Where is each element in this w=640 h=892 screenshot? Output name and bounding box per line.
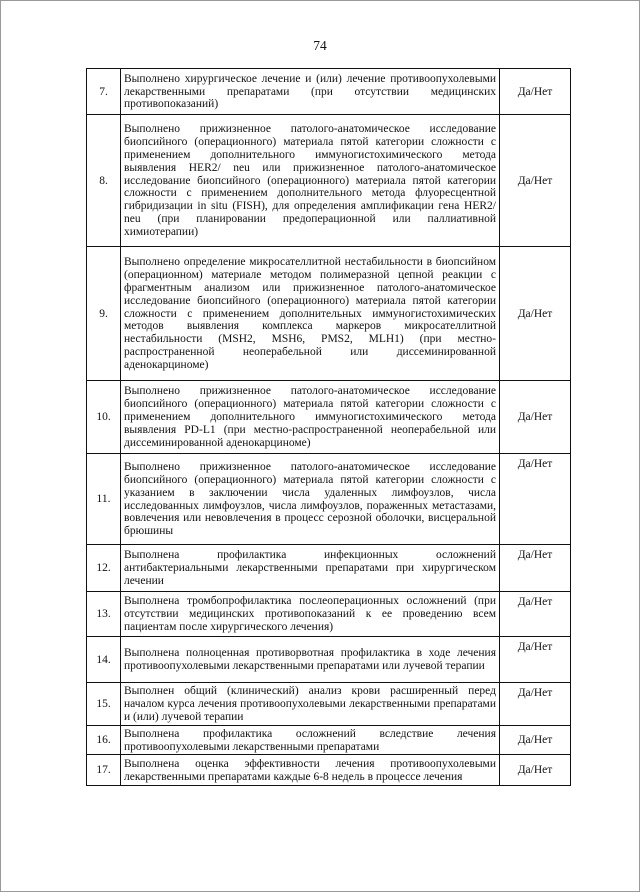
- row-number: 12.: [87, 545, 121, 592]
- answer-cell: Да/Нет: [500, 545, 571, 592]
- table-row: [87, 69, 571, 115]
- criterion-text: Выполнена тромбопрофилактика послеоперационных осложнений (при отсутствии медицинских противопоказаний к ее проведению всем пациентам после хирургического лечения): [121, 592, 500, 637]
- answer-cell: Да/Нет: [500, 247, 571, 381]
- row-number: 16.: [87, 726, 121, 755]
- table-row: [87, 247, 571, 381]
- row-number: 17.: [87, 755, 121, 786]
- table-row: [87, 726, 571, 755]
- table-row: [87, 381, 571, 454]
- table-row: [87, 592, 571, 637]
- answer-cell: Да/Нет: [500, 755, 571, 786]
- criterion-text: Выполнена полноценная противорвотная профилактика в ходе лечения противоопухолевыми лекарственными препаратами или лучевой терапии: [121, 637, 500, 683]
- table-row: [87, 683, 571, 726]
- answer-cell: Да/Нет: [500, 592, 571, 637]
- criterion-text: Выполнено прижизненное патолого-анатомическое исследование биопсийного (операционного) материала пятой категории сложности с применением дополнительного иммуногистохимического метода выявления PD-L1 (при местно-распространенной неоперабельной или диссеминированной аденокарциноме): [121, 381, 500, 454]
- table-row: [87, 454, 571, 545]
- row-number: 11.: [87, 454, 121, 545]
- row-number: 8.: [87, 115, 121, 247]
- table-row: [87, 545, 571, 592]
- answer-cell: Да/Нет: [500, 454, 571, 545]
- answer-cell: Да/Нет: [500, 683, 571, 726]
- criterion-text: Выполнено прижизненное патолого-анатомическое исследование биопсийного (операционного) материала пятой категории сложности с применением дополнительного иммуногистохимического метода выявления HER2/ neu или прижизненное патолого-анатомическое исследование биопсийного (операционного) материала пятой категории сложности с применением дополнительного метода флуоресцентной гибридизации in situ (FISH), для определения амплификации гена HER2/ neu (при планировании предоперационной или паллиативной химиотерапии): [121, 115, 500, 247]
- row-number: 9.: [87, 247, 121, 381]
- criterion-text: Выполнена профилактика осложнений вследствие лечения противоопухолевыми лекарственными препаратами: [121, 726, 500, 755]
- quality-criteria-table: [86, 68, 571, 786]
- table-row: [87, 637, 571, 683]
- criterion-text: Выполнено прижизненное патолого-анатомическое исследование биопсийного (операционного) материала пятой категории сложности с указанием в заключении числа удаленных лимфоузлов, числа исследованных лимфоузлов, числа лимфоузлов, пораженных метастазами, вовлечения или невовлечения в процесс серозной оболочки, висцеральной брюшины: [121, 454, 500, 545]
- answer-cell: Да/Нет: [500, 69, 571, 115]
- criterion-text: Выполнена профилактика инфекционных осложнений антибактериальными лекарственными препаратами при хирургическом лечении: [121, 545, 500, 592]
- criterion-text: Выполнено хирургическое лечение и (или) лечение противоопухолевыми лекарственными препаратами (при отсутствии медицинских противопоказаний): [121, 69, 500, 115]
- answer-cell: Да/Нет: [500, 381, 571, 454]
- row-number: 7.: [87, 69, 121, 115]
- table-row: [87, 755, 571, 786]
- answer-cell: Да/Нет: [500, 726, 571, 755]
- table-row: [87, 115, 571, 247]
- row-number: 15.: [87, 683, 121, 726]
- criterion-text: Выполнен общий (клинический) анализ крови расширенный перед началом курса лечения противоопухолевыми лекарственными препаратами и (или) лучевой терапии: [121, 683, 500, 726]
- answer-cell: Да/Нет: [500, 115, 571, 247]
- row-number: 14.: [87, 637, 121, 683]
- answer-cell: Да/Нет: [500, 637, 571, 683]
- row-number: 13.: [87, 592, 121, 637]
- criterion-text: Выполнена оценка эффективности лечения противоопухолевыми лекарственными препаратами каждые 6-8 недель в процессе лечения: [121, 755, 500, 786]
- page-number: 74: [313, 38, 327, 53]
- criterion-text: Выполнено определение микросателлитной нестабильности в биопсийном (операционном) материале методом полимеразной цепной реакции с фрагментным анализом или прижизненное патолого-анатомическое исследование биопсийного (операционного) материала пятой категории сложности с применением дополнительных иммуногистохимических методов выявления комплекса маркеров микросателлитной нестабильности (MSH2, MSH6, PMS2, MLH1) (при местно-распространенной неоперабельной или диссеминированной аденокарциноме): [121, 247, 500, 381]
- row-number: 10.: [87, 381, 121, 454]
